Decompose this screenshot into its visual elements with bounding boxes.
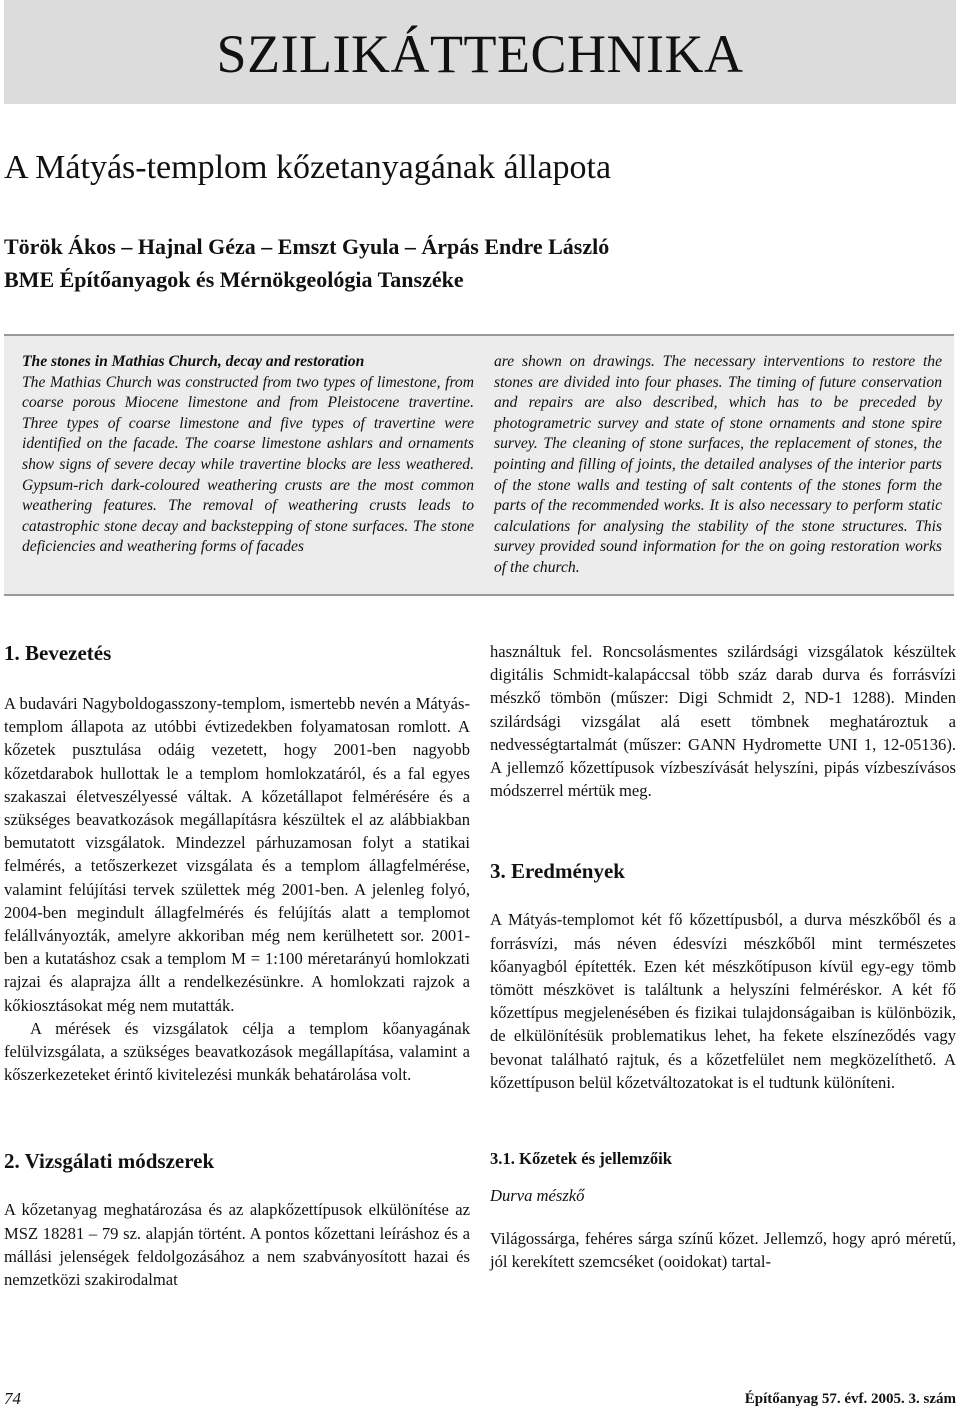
- journal-citation: Építőanyag 57. évf. 2005. 3. szám: [744, 1391, 956, 1407]
- section-heading-methods: 2. Vizsgálati módszerek: [4, 1149, 215, 1174]
- page-number: 74: [4, 1389, 21, 1408]
- rocks-paragraph-1: Világossárga, fehéres sárga színű kőzet. Jellemző, hogy apró méretű, jól kerekített szemcséket (ooidokat) tartal-: [490, 1229, 956, 1272]
- abstract-text-right: are shown on drawings. The necessary interventions to restore the stones are divided into four phases. The timing of future conservation and repairs are also described, which has to be preceded by photogrametric survey and state of stone ornaments and stone spire survey. The cleaning of stone surfaces, the replacement of stones, the pointing and filling of joints, the detailed analyses of the interior parts of the stone walls and testing of salt contents of the stones form the parts of the recommended works. It is also necessary to perform static calculations for analysing the stability of the stone structures. This survey provided sound information for the on going restoration works of the church.: [494, 353, 942, 576]
- abstract-box: [4, 334, 954, 596]
- section-heading-intro: 1. Bevezetés: [4, 641, 112, 665]
- intro-paragraph-2: A mérések és vizsgálatok célja a templom kőanyagának felülvizsgálata, a szükséges beavatkozások megállapítása, valamint a kőszerkezeteket érintő kivitelezési munkák behatárolása volt.: [4, 1018, 470, 1085]
- abstract-right-column: [494, 352, 942, 579]
- results-paragraph-1: A Mátyás-templomot két fő kőzettípusból, a durva mészkőből és a forrásvízi, más néven édesvízi mészkőből mint természetes kőanyagból építették. Ezen két mészkőtípuson kívül egy-egy tömb tömött mészkövet is találtunk a helyszíni felméréskor. A két fő kőzettípus megjelenésében és fizikai tulajdonságaiban is különbözik, de elkülönítésük problematikus lehet, ha fekete elszíneződés vagy bevonat található rajtuk, és a kőzetfelület nem megközelíthető. A kőzettípuson belül kőzetváltozatokat is el tudtunk különíteni.: [490, 910, 956, 1092]
- journal-banner: [4, 0, 956, 104]
- methods-paragraph-1: A kőzetanyag meghatározása és az alapkőzettípusok elkülönítése az MSZ 18281 – 79 sz. alapján történt. A pontos kőzettani leíráshoz és a mállási jelenségek feldolgozásához a nem szabványosított hazai és nemzetközi szakirodalmat: [4, 1200, 470, 1290]
- abstract-left-column: [22, 352, 474, 558]
- section-heading-rocks: 3.1. Kőzetek és jellemzőik: [490, 1149, 673, 1169]
- body-right-column: [490, 640, 956, 1274]
- subheading-coarse-limestone: Durva mészkő: [490, 1186, 585, 1206]
- section-heading-results: 3. Eredmények: [490, 859, 625, 884]
- article-title: A Mátyás-templom kőzetanyagának állapota: [4, 149, 612, 186]
- methods-paragraph-continued: használtuk fel. Roncsolásmentes szilárdsági vizsgálatok készültek digitális Schmidt-kalapáccsal több száz darab durva és forrásvízi mészkő tömbön (műszer: Digi Schmidt 2, ND-1 1288). Minden szilárdsági vizsgálat alá esett tömbnek meghatároztuk a nedvességtartalmát (műszer: GANN Hydromette UNI 1, 12-05136). A jellemző kőzettípusok vízbeszívását helyszíni, pipás vízbeszívásos módszerrel mértük meg.: [490, 642, 956, 801]
- author-block: [4, 230, 609, 296]
- intro-paragraph-1: A budavári Nagyboldogasszony-templom, ismertebb nevén a Mátyás-templom állapota az utóbbi évtizedekben folyamatosan romlott. A kőzetek pusztulása odáig vezetett, hogy 2001-ben nagyobb kőzetdarabok hullottak le a templom homlokzatáról, és a fal egyes szakaszai életveszélyessé váltak. A kőzetállapot felmérésére és a szükséges beavatkozások megállapításra készültek el az alábbiakban bemutatott vizsgálatok. Mindezzel párhuzamosan folyt a statikai felmérés, a tetőszerkezet vizsgálata és a templom állagfelmérése, valamint felújítási tervek születtek még 2001-ben. A jelenleg folyó, 2004-ben megindult állagfelmérés és felújítás alatt a templomot felállványozták, amelyre akkoriban még nem kerülhetett sor. 2001-ben a kutatáshoz csak a templom M = 1:100 méretarányú homlokzati rajzai és alaprajza állt a rendelkezésünkre. A homlokzati rajzok a kőkiosztásokat még nem mutatták.: [4, 694, 470, 1015]
- abstract-text-left: The Mathias Church was constructed from two types of limestone, from coarse porous Miocene limestone and from Pleistocene travertine. Three types of coarse limestone and five types of travertine were identified on the facade. The coarse limestone ashlars and ornaments show signs of severe decay while travertine blocks are less weathered. Gypsum-rich dark-coloured weathering crusts are the most common weathering features. The removal of weathering crusts leads to catastrophic stone decay and backstepping of stone surfaces. The stone deficiencies and weathering forms of facades: [22, 373, 474, 556]
- abstract-title: The stones in Mathias Church, decay and restoration: [22, 353, 365, 370]
- author-list: Török Ákos – Hajnal Géza – Emszt Gyula – Árpás Endre László: [4, 234, 610, 259]
- affiliation: BME Építőanyagok és Mérnökgeológia Tanszéke: [4, 267, 464, 292]
- journal-section-title: SZILIKÁTTECHNIKA: [216, 24, 744, 84]
- body-left-column: [4, 640, 470, 1291]
